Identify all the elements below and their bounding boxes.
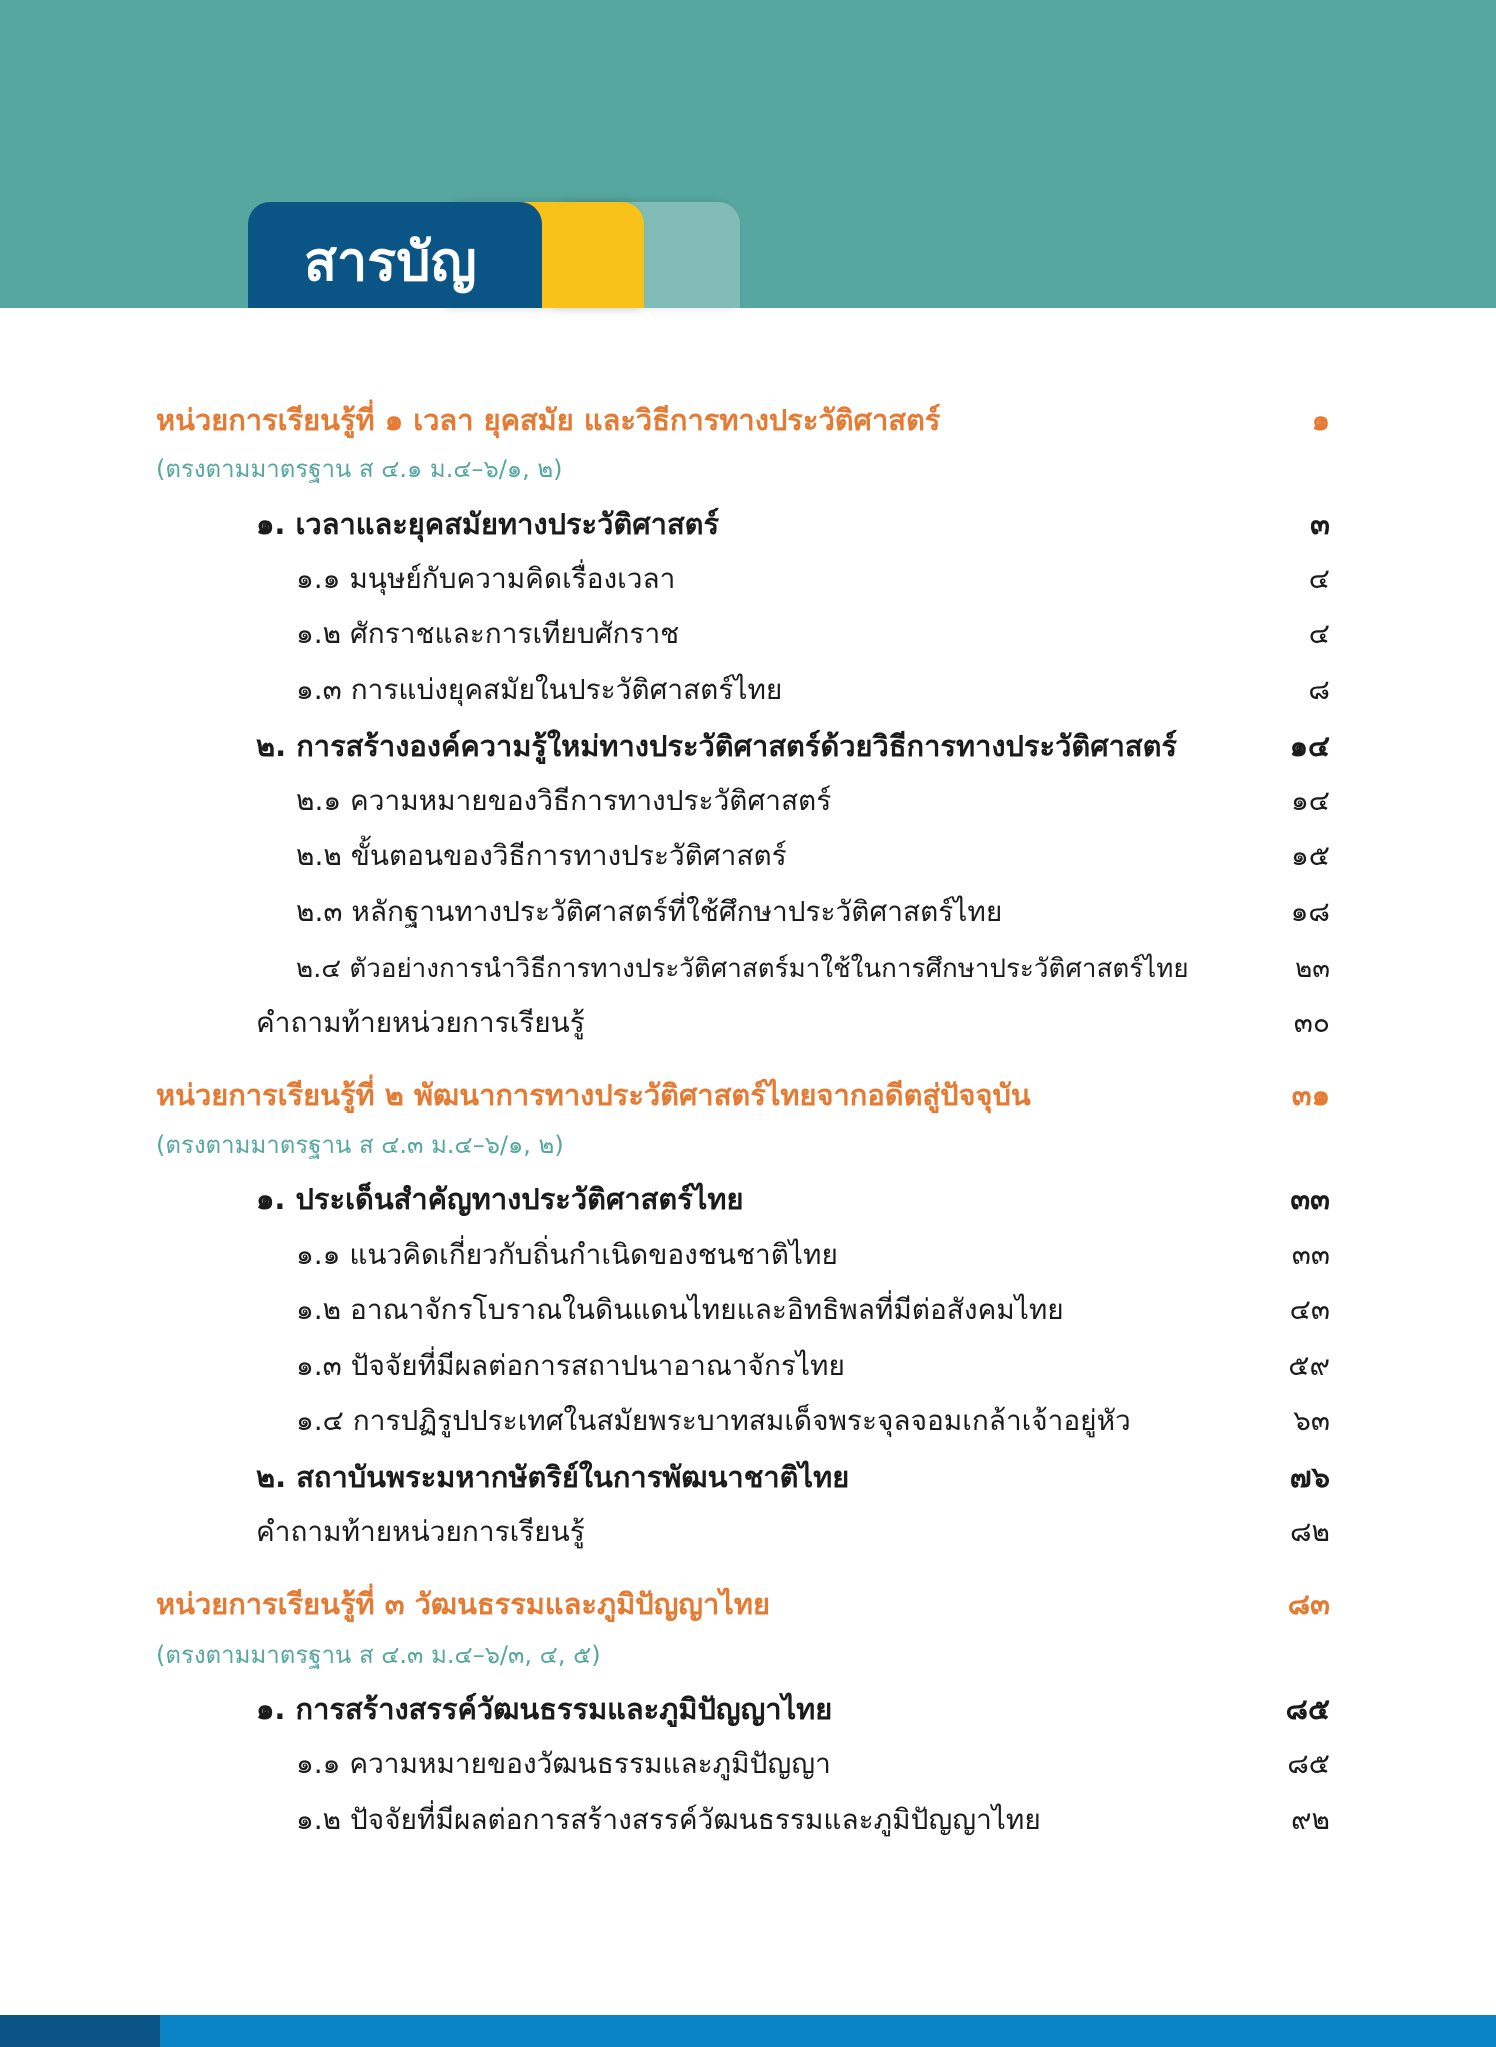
toc-subsection[interactable]: ๒.๑ ความหมายของวิธีการทางประวัติศาสตร์ ๑๔ bbox=[296, 784, 1330, 817]
toc-subsection[interactable]: ๑.๓ ปัจจัยที่มีผลต่อการสถาปนาอาณาจักรไทย ๕๙ bbox=[296, 1349, 1330, 1382]
toc-unit-standard: (ตรงตามมาตรฐาน ส ๔.๑ ม.๔–๖/๑, ๒) bbox=[156, 454, 563, 483]
header-band bbox=[0, 0, 1496, 308]
toc-unit-3[interactable] bbox=[156, 1580, 1330, 1628]
toc-section[interactable]: ๒. การสร้างองค์ความรู้ใหม่ทางประวัติศาสตร์ด้วยวิธีการทางประวัติศาสตร์ ๑๔ bbox=[256, 729, 1330, 763]
toc-page-number: ๓๑ bbox=[1291, 1078, 1330, 1112]
footer-bar-dark bbox=[0, 2015, 160, 2047]
toc-section[interactable]: ๑. การสร้างสรรค์วัฒนธรรมและภูมิปัญญาไทย ๘๕ bbox=[256, 1692, 1330, 1726]
toc-subsection[interactable]: ๑.๔ การปฏิรูปประเทศในสมัยพระบาทสมเด็จพระจุลจอมเกล้าเจ้าอยู่หัว ๖๓ bbox=[296, 1404, 1330, 1437]
toc-section[interactable]: ๑. เวลาและยุคสมัยทางประวัติศาสตร์ ๓ bbox=[256, 507, 1330, 541]
toc-review-questions[interactable]: คำถามท้ายหน่วยการเรียนรู้ ๘๒ bbox=[256, 1515, 1330, 1548]
toc-page-number: ๑ bbox=[1311, 403, 1330, 437]
toc-subsection[interactable]: ๒.๒ ขั้นตอนของวิธีการทางประวัติศาสตร์ ๑๕ bbox=[296, 839, 1330, 872]
toc-unit-title: หน่วยการเรียนรู้ที่ ๓ วัฒนธรรมและภูมิปัญญาไทย bbox=[156, 1587, 770, 1621]
toc-section[interactable]: ๒. สถาบันพระมหากษัตริย์ในการพัฒนาชาติไทย ๗๖ bbox=[256, 1460, 1330, 1494]
toc-subsection[interactable]: ๑.๓ การแบ่งยุคสมัยในประวัติศาสตร์ไทย ๘ bbox=[296, 673, 1330, 706]
toc-subsection[interactable]: ๑.๑ มนุษย์กับความคิดเรื่องเวลา ๔ bbox=[296, 562, 1330, 595]
toc-subsection[interactable]: ๑.๒ ปัจจัยที่มีผลต่อการสร้างสรรค์วัฒนธรรมและภูมิปัญญาไทย ๙๒ bbox=[296, 1803, 1330, 1836]
toc-unit-1[interactable] bbox=[156, 396, 1330, 444]
toc-subsection[interactable]: ๑.๒ อาณาจักรโบราณในดินแดนไทยและอิทธิพลที่มีต่อสังคมไทย ๔๓ bbox=[296, 1293, 1330, 1326]
toc-subsection[interactable]: ๑.๒ ศักราชและการเทียบศักราช ๔ bbox=[296, 617, 1330, 650]
toc-review-questions[interactable]: คำถามท้ายหน่วยการเรียนรู้ ๓๐ bbox=[256, 1006, 1330, 1039]
toc-unit-title: หน่วยการเรียนรู้ที่ ๒ พัฒนาการทางประวัติศาสตร์ไทยจากอดีตสู่ปัจจุบัน bbox=[156, 1078, 1031, 1112]
toc-subsection[interactable]: ๑.๑ ความหมายของวัฒนธรรมและภูมิปัญญา ๘๕ bbox=[296, 1747, 1330, 1780]
toc-subsection[interactable]: ๒.๓ หลักฐานทางประวัติศาสตร์ที่ใช้ศึกษาประวัติศาสตร์ไทย ๑๘ bbox=[296, 895, 1330, 928]
toc-unit-standard: (ตรงตามมาตรฐาน ส ๔.๓ ม.๔–๖/๓, ๔, ๕) bbox=[156, 1640, 601, 1669]
toc-subsection[interactable]: ๑.๑ แนวคิดเกี่ยวกับถิ่นกำเนิดของชนชาติไทย ๓๓ bbox=[296, 1238, 1330, 1271]
toc-unit-2[interactable] bbox=[156, 1071, 1330, 1119]
toc-subsection[interactable]: ๒.๔ ตัวอย่างการนำวิธีการทางประวัติศาสตร์มาใช้ในการศึกษาประวัติศาสตร์ไทย ๒๓ bbox=[296, 953, 1330, 984]
footer-bar-blue bbox=[160, 2015, 1496, 2047]
toc-unit-standard: (ตรงตามมาตรฐาน ส ๔.๓ ม.๔–๖/๑, ๒) bbox=[156, 1130, 564, 1159]
toc-unit-title: หน่วยการเรียนรู้ที่ ๑ เวลา ยุคสมัย และวิธีการทางประวัติศาสตร์ bbox=[156, 403, 941, 437]
page-title: สารบัญ bbox=[304, 230, 477, 293]
toc-page-number: ๘๓ bbox=[1287, 1587, 1330, 1621]
toc-section[interactable]: ๑. ประเด็นสำคัญทางประวัติศาสตร์ไทย ๓๓ bbox=[256, 1182, 1330, 1216]
